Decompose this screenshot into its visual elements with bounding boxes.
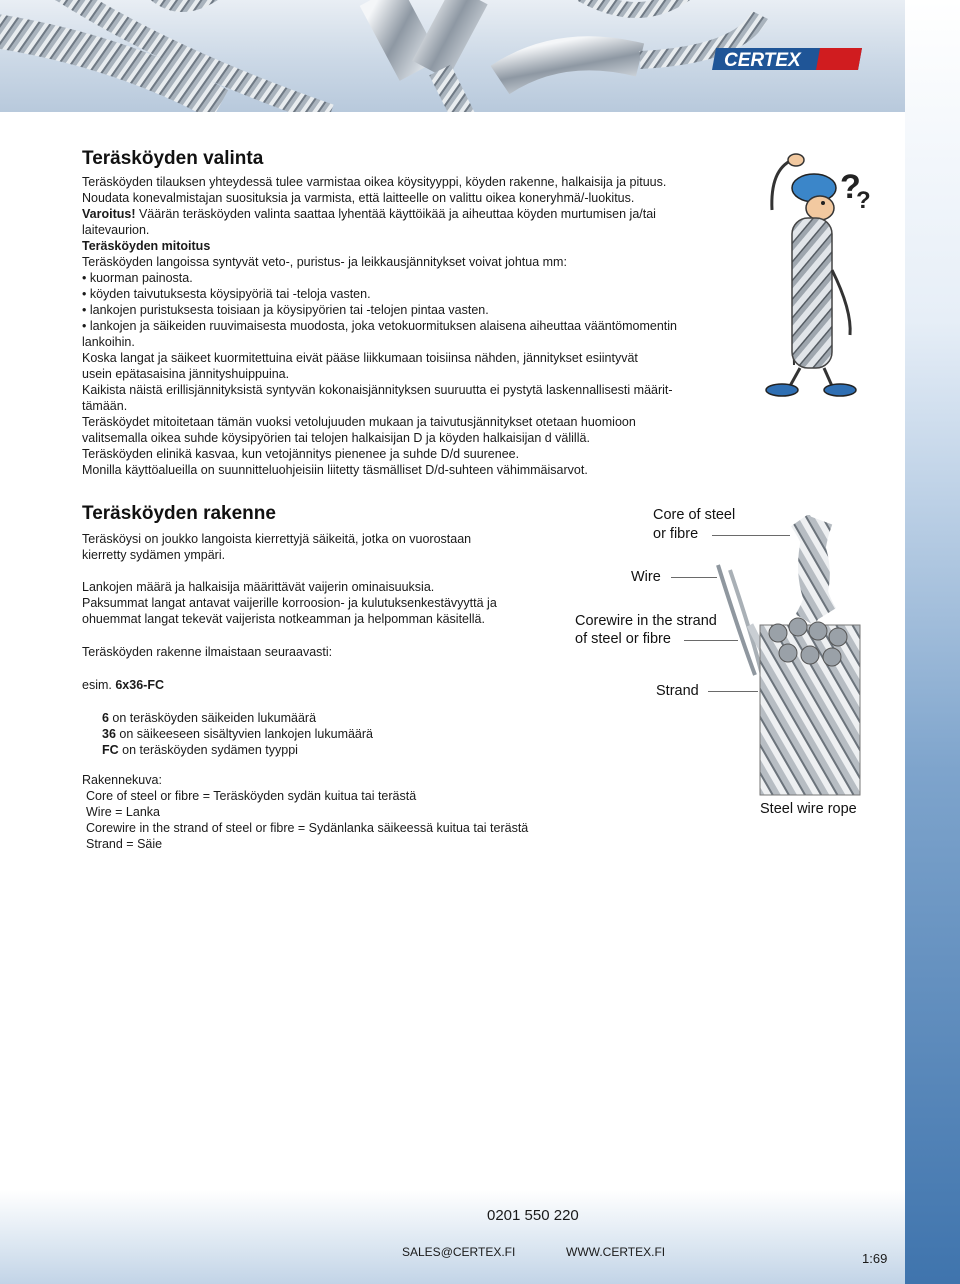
- paragraph: tämään.: [82, 399, 128, 413]
- paragraph: valitsemalla oikea suhde köysipyörien tai telojen halkaisijan D ja köyden halkaisijan d välillä.: [82, 431, 590, 445]
- callout-strand: Strand: [656, 683, 699, 699]
- paragraph: Lankojen määrä ja halkaisija määrittävät vaijerin ominaisuuksia.: [82, 580, 435, 594]
- leader-line: [708, 691, 758, 692]
- callout-corewire-line1: Corewire in the strand: [575, 613, 717, 629]
- code-item: [102, 710, 562, 726]
- footer-band: [0, 1190, 905, 1284]
- legend-item: Core of steel or fibre = Teräsköyden sydän kuitua tai terästä: [86, 789, 417, 803]
- warning-text: Väärän teräsköyden valinta saattaa lyhentää käyttöikää ja aiheuttaa köyden murtumisen ja/tai: [135, 207, 656, 221]
- leader-line: [712, 535, 790, 536]
- side-color-band: [905, 0, 960, 1284]
- footer-website[interactable]: WWW.CERTEX.FI: [566, 1245, 666, 1259]
- paragraph: Teräsköyden rakenne ilmaistaan seuraavasti:: [82, 645, 333, 659]
- warning-label: Varoitus!: [82, 207, 136, 221]
- callout-corewire-line2: of steel or fibre: [575, 631, 671, 647]
- legend-title: Rakennekuva:: [82, 773, 162, 787]
- paragraph: laitevaurion.: [82, 223, 150, 237]
- callout-wire: Wire: [631, 569, 661, 585]
- header-photo: [0, 0, 905, 112]
- paragraph: lankoihin.: [82, 335, 135, 349]
- section-title: Teräsköyden valinta: [82, 148, 264, 169]
- code-explanations: [82, 710, 562, 758]
- paragraph: kierretty sydämen ympäri.: [82, 548, 226, 562]
- footer-phone: 0201 550 220: [487, 1207, 579, 1224]
- code: 36: [102, 727, 116, 741]
- paragraph: Teräsköyden elinikä kasvaa, kun vetojännitys pienenee ja suhde D/d suurenee.: [82, 447, 520, 461]
- callout-core-line1: Core of steel: [653, 507, 736, 523]
- section-selection: [82, 140, 732, 478]
- warning-paragraph: [82, 206, 732, 222]
- paragraph: Noudata konevalmistajan suosituksia ja varmista, että laitteelle on valittu oikea koneryhmä/-luokitus.: [82, 191, 635, 205]
- code: FC: [102, 743, 119, 757]
- paragraph: usein epätasaisina jännityshuippuina.: [82, 367, 290, 381]
- code: 6: [102, 711, 109, 725]
- paragraph: Teräsköyden tilauksen yhteydessä tulee varmistaa oikea köysityyppi, köyden rakenne, halkaisija ja pituus.: [82, 175, 667, 189]
- confused-rope-mascot: [752, 150, 872, 406]
- footer-email[interactable]: SALES@CERTEX.FI: [402, 1245, 516, 1259]
- leader-line: [684, 640, 738, 641]
- paragraph: Monilla käyttöalueilla on suunnitteluohjeisiin liitetty täsmälliset D/d-suhteen vähimmäisarvot.: [82, 463, 588, 477]
- svg-text:CERTEX: CERTEX: [724, 50, 801, 71]
- example-code: 6x36-FC: [115, 678, 164, 692]
- bullet-item: • lankojen ja säikeiden ruuvimaisesta muodosta, joka vetokuormituksen alaisena aiheuttaa vääntömomentin: [82, 319, 677, 333]
- code-item: [102, 726, 562, 742]
- paragraph: Teräsköydet mitoitetaan tämän vuoksi vetolujuuden mukaan ja taivutusjännitykset otetaan huomioon: [82, 415, 636, 429]
- paragraph: Kaikista näistä erillisjännityksistä syntyvän kokonaisjännityksen suuruutta ei pystytä laskennallisesti määrit-: [82, 383, 673, 397]
- section-structure: [82, 503, 562, 758]
- paragraph: Koska langat ja säikeet kuormitettuina eivät pääse liikkumaan toisiinsa nähden, jännitykset esiintyvät: [82, 351, 638, 365]
- bullet-item: • köyden taivutuksesta köysipyöriä tai -teloja vasten.: [82, 287, 371, 301]
- legend-item: Wire = Lanka: [86, 805, 160, 819]
- structure-legend: [82, 772, 529, 852]
- svg-text:?: ?: [840, 168, 861, 206]
- bullet-item: • kuorman painosta.: [82, 271, 193, 285]
- paragraph: Teräsköyden langoissa syntyvät veto-, puristus- ja leikkausjännitykset voivat johtua mm:: [82, 255, 567, 269]
- legend-item: Corewire in the strand of steel or fibre = Sydänlanka säikeessä kuitua tai terästä: [86, 821, 529, 835]
- bullet-item: • lankojen puristuksesta toisiaan ja köysipyörien tai -telojen pintaa vasten.: [82, 303, 489, 317]
- example-prefix: esim.: [82, 678, 116, 692]
- certex-logo: [712, 44, 864, 74]
- code-text: on teräsköyden säikeiden lukumäärä: [108, 711, 317, 725]
- paragraph: Paksummat langat antavat vaijerille korroosion- ja kulutuksenkestävyyttä ja: [82, 596, 497, 610]
- callout-core-line2: or fibre: [653, 526, 699, 542]
- code-item: [102, 742, 562, 758]
- code-text: on teräsköyden sydämen tyyppi: [118, 743, 298, 757]
- legend-item: Strand = Säie: [86, 837, 163, 851]
- code-text: on säikeeseen sisältyvien lankojen lukumäärä: [115, 727, 373, 741]
- steel-wire-rope-diagram: [700, 515, 880, 800]
- paragraph: ohuemmat langat tekevät vaijerista notkeamman ja helpomman käsitellä.: [82, 612, 485, 626]
- section-title: Teräsköyden rakenne: [82, 503, 276, 524]
- svg-text:?: ?: [856, 187, 871, 214]
- paragraph: Teräsköysi on joukko langoista kierrettyjä säikeitä, jotka on vuorostaan: [82, 532, 472, 546]
- leader-line: [671, 577, 717, 578]
- diagram-caption: Steel wire rope: [760, 801, 857, 817]
- example-line: [82, 677, 562, 693]
- page-number: 1:69: [862, 1251, 888, 1266]
- subheading: Teräsköyden mitoitus: [82, 239, 211, 253]
